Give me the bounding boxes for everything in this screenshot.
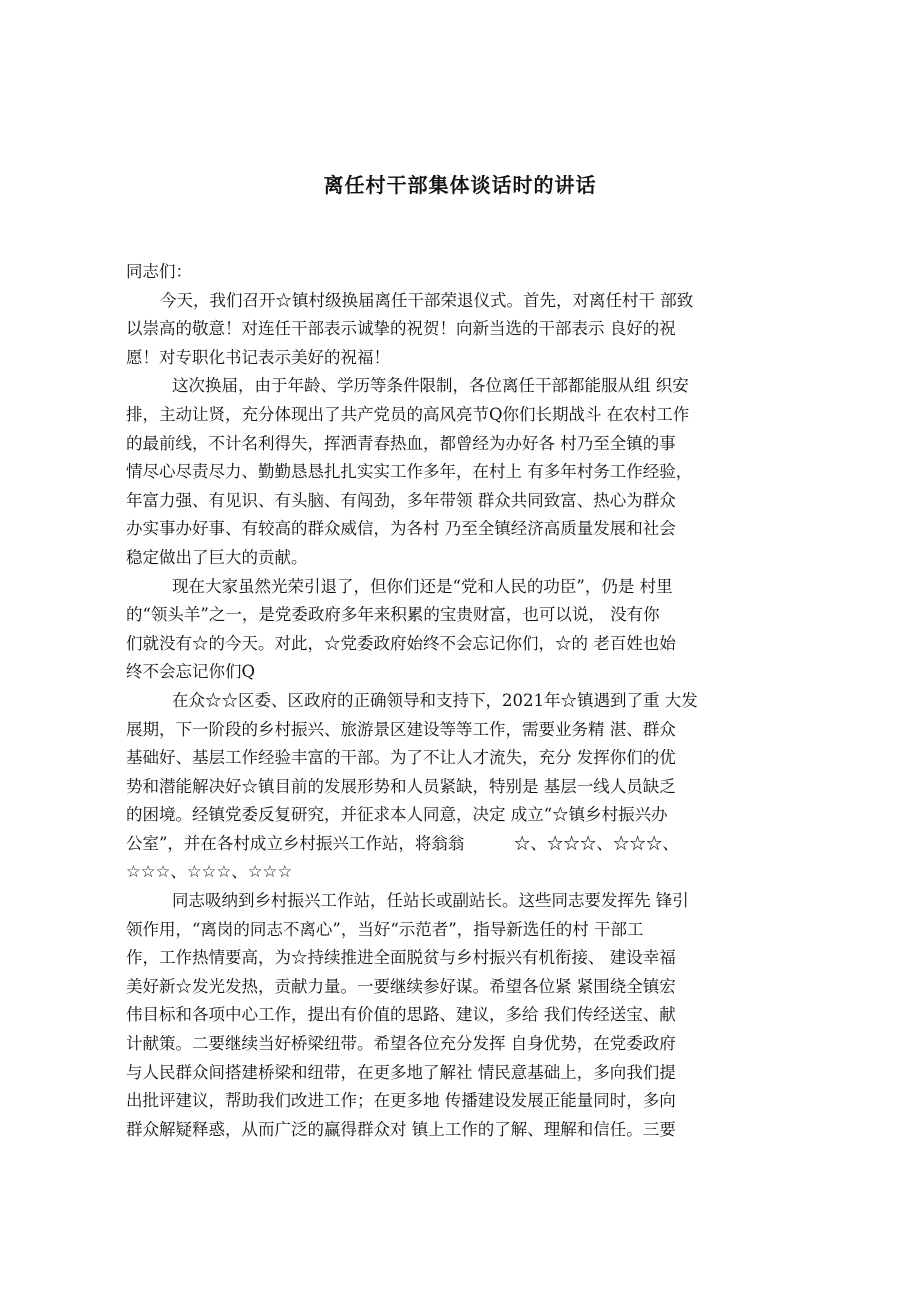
text-line: 现在大家虽然光荣引退了，但你们还是“党和人民的功臣”，仍是 村里 — [172, 576, 673, 596]
text-line: 的最前线，不计名利得失，挥洒青春热血，都曾经为办好各 村乃至全镇的事 — [126, 433, 676, 453]
text-line: 终不会忘记你们Q — [126, 662, 256, 682]
text-line: 愿！对专职化书记表示美好的祝福！ — [126, 347, 390, 367]
text-line: 的困境。经镇党委反复研究，并征求本人同意，决定 成立“☆镇乡村振兴办 — [126, 805, 668, 825]
document-title: 离任村干部集体谈话时的讲话 — [323, 173, 597, 197]
text-line: 伟目标和各项中心工作，提出有价值的思路、建议，多给 我们传经送宝、献 — [126, 1005, 676, 1025]
text-line: 的“领头羊”之一，是党委政府多年来积累的宝贵财富，也可以说， 没有你 — [126, 605, 660, 625]
text-line: 办实事办好事、有较高的群众威信，为各村 乃至全镇经济高质量发展和社会 — [126, 519, 676, 539]
text-line: ☆☆☆、☆☆☆、☆☆☆ — [126, 862, 293, 882]
text-line: 势和潜能解决好☆镇目前的发展形势和人员紧缺，特别是 基层一线人员缺乏 — [126, 776, 676, 796]
text-line: 出批评建议，帮助我们改进工作；在更多地 传播建设发展正能量同时，多向 — [126, 1091, 676, 1111]
text-line: 领作用，“离岗的同志不离心”，当好“示范者”，指导新选任的村 干部工 — [126, 919, 644, 939]
text-line: 计献策。二要继续当好桥梁纽带。希望各位充分发挥 自身优势，在党委政府 — [126, 1034, 676, 1054]
text-line: 今天，我们召开☆镇村级换届离任干部荣退仪式。首先，对离任村干 部致 — [160, 290, 694, 310]
document-body — [126, 258, 816, 1144]
text-line: 基础好、基层工作经验丰富的干部。为了不让人才流失，充分 发挥你们的优 — [126, 748, 676, 768]
text-line: 与人民群众间搭建桥梁和纽带，在更多地了解社 情民意基础上，多向我们提 — [126, 1062, 676, 1082]
text-line: 美好新☆发光发热，贡献力量。一要继续参好谋。希望各位紧 紧围绕全镇宏 — [126, 976, 676, 996]
text-line: 同志吸纳到乡村振兴工作站，任站长或副站长。这些同志要发挥先 锋引 — [172, 891, 689, 911]
text-line: 以崇高的敬意！对连任干部表示诚挚的祝贺！向新当选的干部表示 良好的祝 — [126, 319, 676, 339]
text-line: 公室”，并在各村成立乡村振兴工作站，将翁翁 ☆、☆☆☆、☆☆☆、 — [126, 833, 679, 853]
text-line: 群众解疑释惑，从而广泛的赢得群众对 镇上工作的了解、理解和信任。三要 — [126, 1119, 676, 1139]
text-line: 作，工作热情要高，为☆持续推进全面脱贫与乡村振兴有机衔接、 建设幸福 — [126, 948, 676, 968]
text-line: 年富力强、有见识、有头脑、有闯劲，多年带领 群众共同致富、热心为群众 — [126, 490, 676, 510]
text-line: 稳定做出了巨大的贡献。 — [126, 547, 308, 567]
text-line: 展期，下一阶段的乡村振兴、旅游景区建设等等工作，需要业务精 湛、群众 — [126, 719, 676, 739]
text-line: 排，主动让贤，充分体现出了共产党员的高风亮节Q你们长期战斗 在农村工作 — [126, 404, 690, 424]
text-line: 情尽心尽责尽力、勤勤恳恳扎扎实实工作多年，在村上 有多年村务工作经验， — [126, 462, 693, 482]
text-line: 同志们： — [126, 262, 192, 281]
text-line: 在众☆☆区委、区政府的正确领导和支持下，2021年☆镇遇到了重 大发 — [172, 690, 698, 710]
text-line: 们就没有☆的今天。对此，☆党委政府始终不会忘记你们，☆的 老百姓也始 — [126, 633, 676, 653]
text-line: 这次换届，由于年龄、学历等条件限制，各位离任干部都能服从组 织安 — [172, 376, 689, 396]
